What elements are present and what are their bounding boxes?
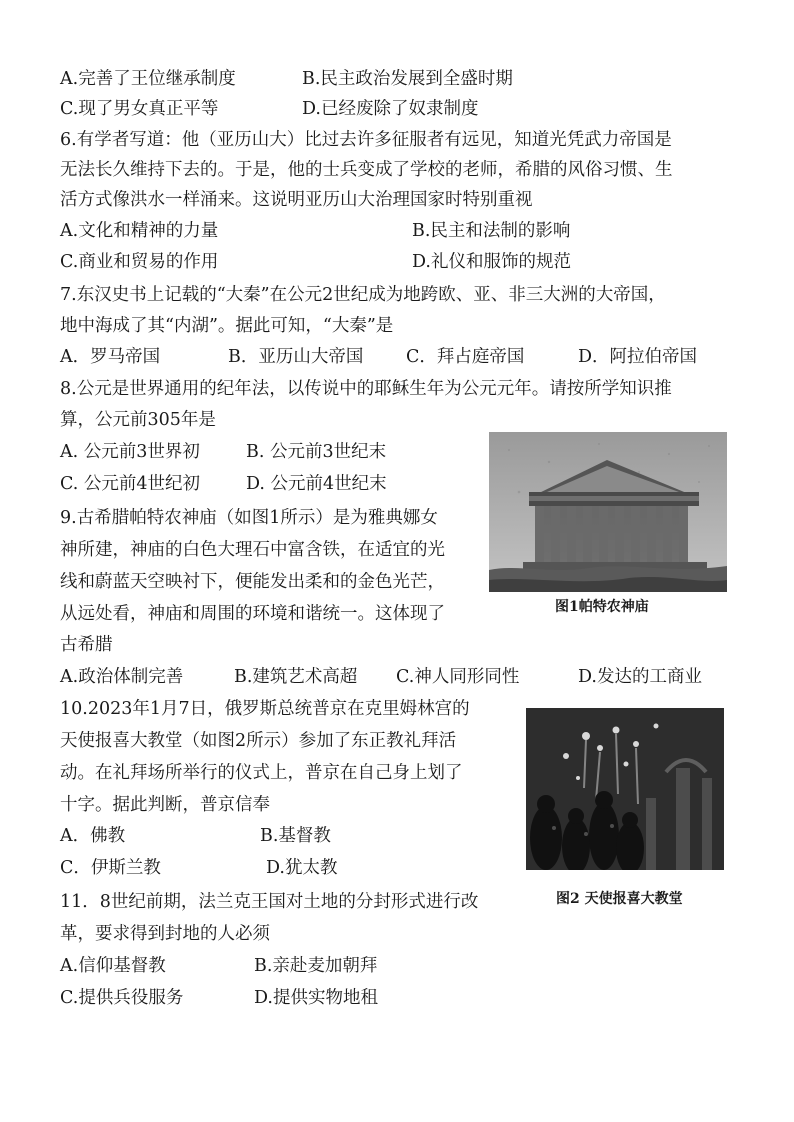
- q9-stem-line-5: 古希腊: [60, 635, 113, 655]
- q7-option-b: B．亚历山大帝国: [228, 347, 364, 367]
- q6-stem-line-2: 无法长久维持下去的。于是，他的士兵变成了学校的老师，希腊的风俗习惯、生: [60, 160, 673, 180]
- q5-option-c: C.现了男女真正平等: [60, 99, 219, 119]
- q9-option-a: A.政治体制完善: [60, 667, 184, 687]
- q9-option-d: D.发达的工商业: [578, 667, 702, 687]
- parthenon-photo: [489, 432, 727, 592]
- q5-option-a: A.完善了王位继承制度: [60, 69, 236, 89]
- q10-option-a: A．佛教: [60, 826, 126, 846]
- q11-option-b: B.亲赴麦加朝拜: [254, 956, 378, 976]
- q10-option-d: D.犹太教: [266, 858, 338, 878]
- q8-option-a: A. 公元前3世界初: [60, 442, 200, 462]
- q8-stem-line-1: 8.公元是世界通用的纪年法，以传说中的耶稣生年为公元元年。请按所学知识推: [60, 379, 672, 399]
- q6-option-b: B.民主和法制的影响: [412, 221, 571, 241]
- q7-option-c: C．拜占庭帝国: [406, 347, 525, 367]
- q7-stem-line-2: 地中海成了其“内湖”。据此可知，“大秦”是: [60, 316, 394, 336]
- q9-option-b: B.建筑艺术高超: [234, 667, 358, 687]
- q6-option-a: A.文化和精神的力量: [60, 221, 219, 241]
- q11-option-a: A.信仰基督教: [60, 956, 166, 976]
- q5-option-d: D.已经废除了奴隶制度: [302, 99, 479, 119]
- q8-stem-line-2: 算，公元前305年是: [60, 410, 216, 430]
- q6-option-d: D.礼仪和服饰的规范: [412, 252, 571, 272]
- q10-stem-line-1: 10.2023年1月7日，俄罗斯总统普京在克里姆林宫的: [60, 699, 470, 719]
- q9-stem-line-3: 线和蔚蓝天空映衬下，便能发出柔和的金色光芒，: [60, 572, 445, 592]
- q10-option-b: B.基督教: [260, 826, 331, 846]
- q11-option-c: C.提供兵役服务: [60, 988, 184, 1008]
- q10-stem-line-3: 动。在礼拜场所举行的仪式上，普京在自己身上划了: [60, 763, 463, 783]
- q9-stem-line-4: 从远处看，神庙和周围的环境和谐统一。这体现了: [60, 604, 445, 624]
- q11-stem-line-2: 革，要求得到封地的人必须: [60, 924, 270, 944]
- q6-stem-line-3: 活方式像洪水一样涌来。这说明亚历山大治理国家时特别重视: [60, 190, 533, 210]
- q7-option-d: D．阿拉伯帝国: [578, 347, 698, 367]
- q9-stem-line-1: 9.古希腊帕特农神庙（如图1所示）是为雅典娜女: [60, 508, 438, 528]
- q11-option-d: D.提供实物地租: [254, 988, 378, 1008]
- q8-option-d: D. 公元前4世纪末: [246, 474, 387, 494]
- figure1-caption: 图1帕特农神庙: [555, 599, 649, 615]
- q6-option-c: C.商业和贸易的作用: [60, 252, 219, 272]
- q9-option-c: C.神人同形同性: [396, 667, 520, 687]
- q10-option-c: C．伊斯兰教: [60, 858, 161, 878]
- q8-option-c: C. 公元前4世纪初: [60, 474, 201, 494]
- q7-stem-line-1: 7.东汉史书上记载的“大秦”在公元2世纪成为地跨欧、亚、非三大洲的大帝国，: [60, 285, 666, 305]
- q6-stem-line-1: 6.有学者写道：他（亚历山大）比过去许多征服者有远见，知道光凭武力帝国是: [60, 130, 672, 150]
- q7-option-a: A．罗马帝国: [60, 347, 161, 367]
- q10-stem-line-2: 天使报喜大教堂（如图2所示）参加了东正教礼拜活: [60, 731, 457, 751]
- cathedral-photo: [526, 708, 724, 870]
- figure2-caption: 图2 天使报喜大教堂: [556, 891, 683, 907]
- q11-stem-line-1: 11．8世纪前期，法兰克王国对土地的分封形式进行改: [60, 892, 479, 912]
- q9-stem-line-2: 神所建，神庙的白色大理石中富含铁，在适宜的光: [60, 540, 445, 560]
- q5-option-b: B.民主政治发展到全盛时期: [302, 69, 513, 89]
- q8-option-b: B. 公元前3世纪末: [246, 442, 387, 462]
- q10-stem-line-4: 十字。据此判断，普京信奉: [60, 795, 270, 815]
